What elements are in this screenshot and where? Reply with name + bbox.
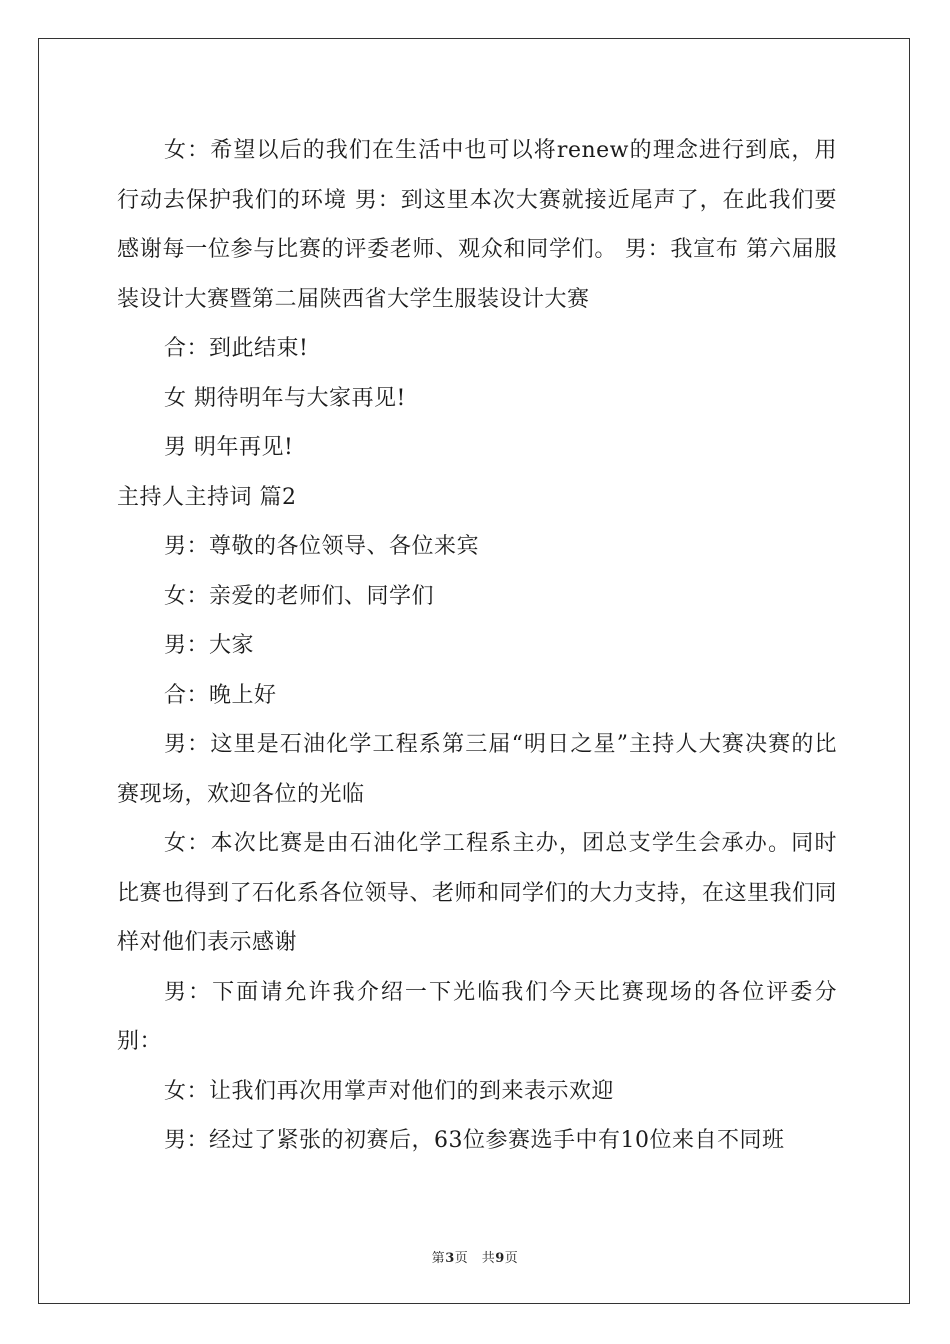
paragraph: 女：让我们再次用掌声对他们的到来表示欢迎 [164,1078,615,1104]
paragraph: 男：这里是石油化学工程系第三届“明日之星”主持人大赛决赛的比赛现场，欢迎各位的光临 [117,732,837,807]
paragraph: 女 期待明年与大家再见! [164,385,406,411]
paragraph: 女：希望以后的我们在生活中也可以将renew的理念进行到底，用行动去保护我们的环境 男：到这里本次大赛就接近尾声了，在此我们要感谢每一位参与比赛的评委老师、观众和同学们。 男：我宣布 第六届服装设计大赛暨第二届陕西省大学生服装设计大赛 [117,138,837,312]
document-body [117,126,837,1166]
paragraph: 男：经过了紧张的初赛后，63位参赛选手中有10位来自不同班 [164,1128,785,1153]
page-footer [0,1247,950,1266]
current-page-number: 3 [445,1251,455,1266]
paragraph: 合：到此结束! [164,336,309,361]
page-prefix: 第 [431,1251,446,1266]
paragraph: 男：大家 [164,633,255,658]
paragraph: 合：晚上好 [164,682,277,708]
paragraph: 女：亲爱的老师们、同学们 [164,583,435,609]
paragraph: 女：本次比赛是由石油化学工程系主办，团总支学生会承办。同时比赛也得到了石化系各位领导、老师和同学们的大力支持，在这里我们同样对他们表示感谢 [117,831,838,955]
total-page-number: 9 [495,1251,505,1266]
paragraph: 男 明年再见! [164,435,294,460]
page-mid: 页 共 [454,1251,496,1266]
paragraph: 男：尊敬的各位领导、各位来宾 [164,534,480,559]
paragraph: 男：下面请允许我介绍一下光临我们今天比赛现场的各位评委分别： [117,979,837,1054]
page-suffix: 页 [504,1251,519,1266]
section-heading: 主持人主持词 篇2 [117,484,297,510]
